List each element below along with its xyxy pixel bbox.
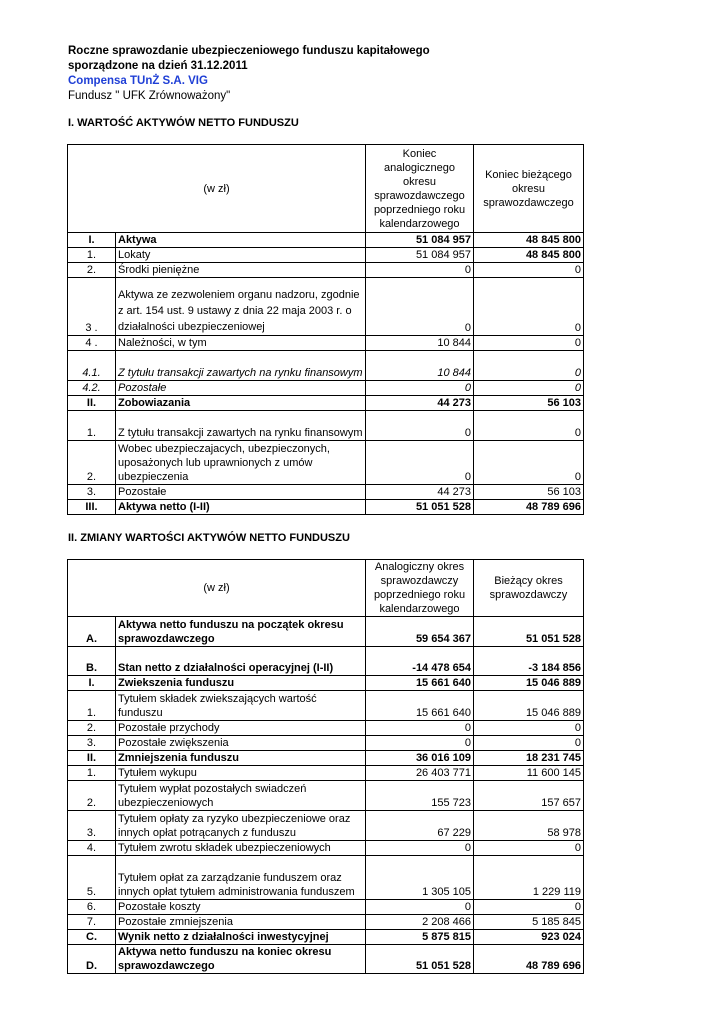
table-row: 1. Tytułem wykupu 26 403 771 11 600 145 (68, 766, 584, 781)
table-row: 5. Tytułem opłat za zarządzanie funduszem oraz innych opłat tytułem administrowania funduszem 1 305 105 1 229 119 (68, 856, 584, 900)
net-assets-table (67, 144, 584, 515)
table-row: 3. Pozostałe zwiększenia 0 0 (68, 736, 584, 751)
table-row: 2. Pozostałe przychody 0 0 (68, 721, 584, 736)
table-row: 7. Pozostałe zmniejszenia 2 208 466 5 185 845 (68, 915, 584, 930)
table-row: 6. Pozostałe koszty 0 0 (68, 900, 584, 915)
table-row: 1. Tytułem składek zwiekszających wartość funduszu 15 661 640 15 046 889 (68, 691, 584, 721)
table-row: II. Zmniejszenia funduszu 36 016 109 18 231 745 (68, 751, 584, 766)
report-title-line2: sporządzone na dzień 31.12.2011 (68, 60, 248, 72)
col-header-curr: Koniec bieżącego okresu sprawozdawczego (474, 145, 584, 233)
unit-label: (w zł) (68, 145, 366, 233)
table-row: 1. Lokaty 51 084 957 48 845 800 (68, 248, 584, 263)
report-title-line1: Roczne sprawozdanie ubezpieczeniowego funduszu kapitałowego (68, 45, 430, 57)
table-row: 1. Z tytułu transakcji zawartych na rynku finansowym 0 0 (68, 411, 584, 441)
col-header-curr: Bieżący okres sprawozdawczy (474, 560, 584, 617)
table-row: II. Zobowiazania 44 273 56 103 (68, 396, 584, 411)
table-row: 4. Tytułem zwrotu składek ubezpieczeniowych 0 0 (68, 841, 584, 856)
table-row: 4 . Należności, w tym 10 844 0 (68, 336, 584, 351)
table-row: I. Zwiekszenia funduszu 15 661 640 15 046 889 (68, 676, 584, 691)
table-row: 2. Środki pieniężne 0 0 (68, 263, 584, 278)
table-row: I. Aktywa 51 084 957 48 845 800 (68, 233, 584, 248)
table-row: III. Aktywa netto (I-II) 51 051 528 48 789 696 (68, 500, 584, 515)
unit-label: (w zł) (68, 560, 366, 617)
table-row: 2. Wobec ubezpieczajacych, ubezpieczonych, uposażonych lub uprawnionych z umów ubezpieczenia 0 0 (68, 441, 584, 485)
table-row: D. Aktywa netto funduszu na koniec okresu sprawozdawczego 51 051 528 48 789 696 (68, 945, 584, 974)
table-row: C. Wynik netto z działalności inwestycyjnej 5 875 815 923 024 (68, 930, 584, 945)
table-row: 3 . Aktywa ze zezwoleniem organu nadzoru, zgodnie z art. 154 ust. 9 ustawy z dnia 22 maja 2003 r. o działalności ubezpieczeniowej 0 0 (68, 278, 584, 336)
table-row: 2. Tytułem wypłat pozostałych swiadczeń ubezpieczeniowych 155 723 157 657 (68, 781, 584, 811)
fund-name: Fundusz " UFK Zrównoważony" (68, 90, 231, 102)
section2-title: II. ZMIANY WARTOŚCI AKTYWÓW NETTO FUNDUSZU (68, 532, 350, 544)
table-row: 4.2. Pozostałe 0 0 (68, 381, 584, 396)
company-name: Compensa TUnŻ S.A. VIG (68, 75, 208, 87)
section1-title: I. WARTOŚĆ AKTYWÓW NETTO FUNDUSZU (68, 117, 299, 129)
col-header-prev: Analogiczny okres sprawozdawczy poprzedniego roku kalendarzowego (366, 560, 474, 617)
table-row: 3. Pozostałe 44 273 56 103 (68, 485, 584, 500)
table-row: 3. Tytułem opłaty za ryzyko ubezpieczeniowe oraz innych opłat potrącanych z funduszu 67 229 58 978 (68, 811, 584, 841)
col-header-prev: Koniec analogicznego okresu sprawozdawczego poprzedniego roku kalendarzowego (366, 145, 474, 233)
table-row: A. Aktywa netto funduszu na początek okresu sprawozdawczego 59 654 367 51 051 528 (68, 617, 584, 647)
report-header (68, 44, 430, 104)
table-row: B. Stan netto z działalności operacyjnej (I-II) -14 478 654 -3 184 856 (68, 647, 584, 676)
table-row: 4.1. Z tytułu transakcji zawartych na rynku finansowym 10 844 0 (68, 351, 584, 381)
net-assets-changes-table (67, 559, 584, 974)
